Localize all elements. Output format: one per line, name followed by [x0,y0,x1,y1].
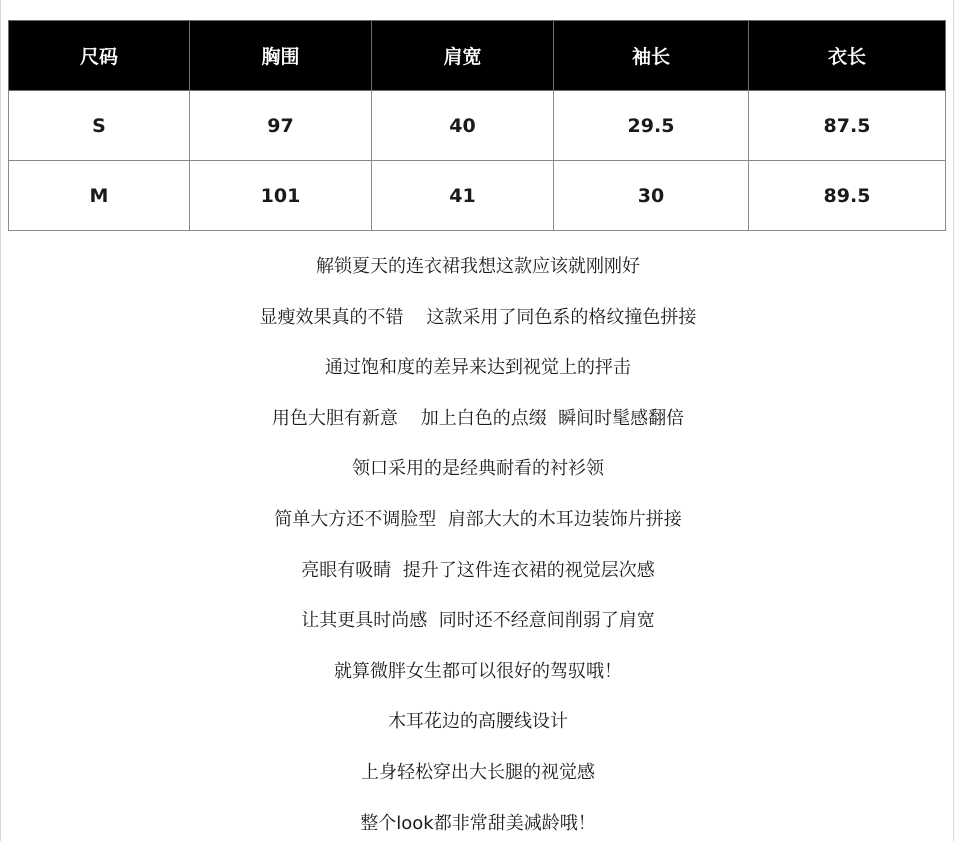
description-line: 木耳花边的高腰线设计 [388,711,568,733]
cell-bust: 97 [190,91,372,161]
header-size: 尺码 [9,21,190,91]
header-length: 衣长 [749,21,946,91]
description-line: 用色大胆有新意 加上白色的点缀 瞬间时髦感翻倍 [271,407,685,429]
description-line: 领口采用的是经典耐看的衬衫领 [352,458,604,480]
description-line: 上身轻松穿出大长腿的视觉感 [361,761,595,783]
cell-size: S [9,91,190,161]
table-row [9,91,946,161]
cell-bust: 101 [190,161,372,231]
cell-length: 89.5 [749,161,946,231]
product-description [1,242,954,849]
description-line: 整个look都非常甜美减龄哦！ [360,812,596,834]
size-chart-header [9,21,946,91]
cell-size: M [9,161,190,231]
description-line: 就算微胖女生都可以很好的驾驭哦！ [334,660,622,682]
cell-shoulder: 41 [372,161,554,231]
description-line: 解锁夏天的连衣裙我想这款应该就刚刚好 [316,256,640,277]
description-line: 通过饱和度的差异来达到视觉上的抨击 [325,357,631,379]
header-shoulder: 肩宽 [372,21,554,91]
cell-sleeve: 29.5 [554,91,749,161]
description-line: 简单大方还不调脸型 肩部大大的木耳边装饰片拼接 [274,508,682,530]
size-chart-body [9,91,946,231]
cell-sleeve: 30 [554,161,749,231]
cell-length: 87.5 [749,91,946,161]
header-sleeve: 袖长 [554,21,749,91]
header-row [9,21,946,91]
description-line: 显瘦效果真的不错 这款采用了同色系的格纹撞色拼接 [259,306,697,328]
description-line: 让其更具时尚感 同时还不经意间削弱了肩宽 [301,610,655,632]
header-bust: 胸围 [190,21,372,91]
cell-shoulder: 40 [372,91,554,161]
table-row [9,161,946,231]
size-chart-table [8,20,946,231]
description-line: 亮眼有吸睛 提升了这件连衣裙的视觉层次感 [301,559,655,581]
